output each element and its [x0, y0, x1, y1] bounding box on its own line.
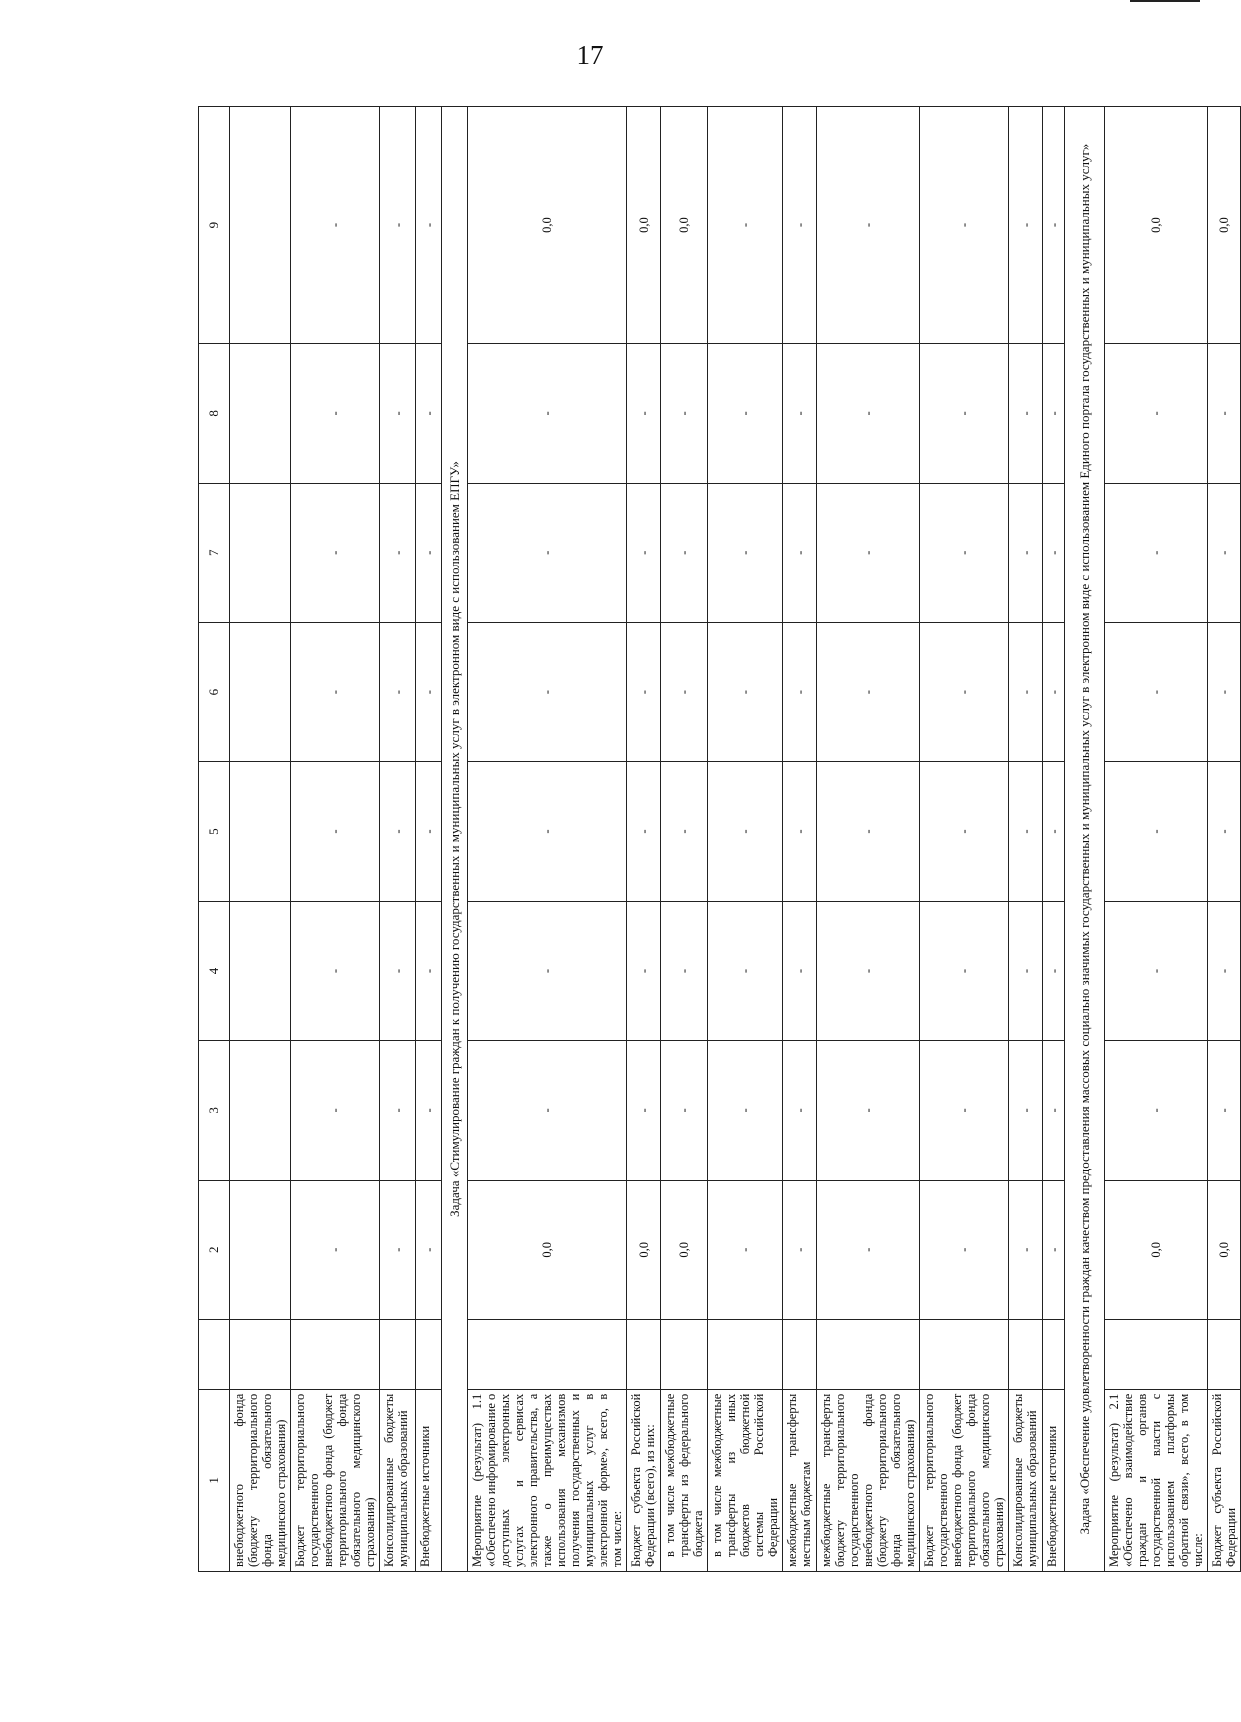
- value-cell: 0,0: [468, 107, 627, 344]
- value-cell: -: [661, 483, 708, 622]
- value-cell: -: [920, 483, 1009, 622]
- value-cell: -: [1043, 107, 1065, 344]
- column-number-7: 7: [199, 483, 230, 622]
- value-cell: -: [920, 1180, 1009, 1319]
- value-cell: -: [291, 483, 380, 622]
- value-cell: -: [1105, 901, 1208, 1040]
- value-cell: 0,0: [1105, 107, 1208, 344]
- spacer-cell: [920, 1319, 1009, 1389]
- value-cell: -: [783, 344, 817, 483]
- column-number-5: 5: [199, 762, 230, 901]
- top-right-rule: [1130, 0, 1200, 2]
- value-cell: -: [920, 901, 1009, 1040]
- value-cell: -: [1105, 622, 1208, 761]
- spacer-cell: [468, 1319, 627, 1389]
- value-cell: -: [1043, 622, 1065, 761]
- value-cell: -: [817, 107, 920, 344]
- value-cell: -: [783, 762, 817, 901]
- value-cell: -: [708, 901, 783, 1040]
- value-cell: -: [1105, 762, 1208, 901]
- row-label: Мероприятие (результат) 2.1 «Обеспечено взаимодействие граждан и органов государственной власти с использованием платформы обратной связи», всего, в том числе:: [1105, 1389, 1208, 1571]
- value-cell: -: [1208, 1041, 1241, 1180]
- value-cell: -: [1009, 483, 1043, 622]
- table-row: [1043, 107, 1065, 1572]
- spacer-cell: [1009, 1319, 1043, 1389]
- value-cell: -: [380, 1180, 416, 1319]
- value-cell: -: [1105, 344, 1208, 483]
- value-cell: -: [1009, 107, 1043, 344]
- value-cell: -: [1009, 762, 1043, 901]
- column-spacer: [199, 1319, 230, 1389]
- value-cell: -: [1043, 1041, 1065, 1180]
- value-cell: -: [920, 622, 1009, 761]
- column-number-4: 4: [199, 901, 230, 1040]
- spacer-cell: [291, 1319, 380, 1389]
- value-cell: -: [920, 344, 1009, 483]
- column-number-6: 6: [199, 622, 230, 761]
- column-number-3: 3: [199, 1041, 230, 1180]
- task-title: Задача «Стимулирование граждан к получению государственных и муниципальных услуг в электронном виде с использованием ЕПГУ»: [442, 107, 468, 1572]
- value-cell: [230, 762, 291, 901]
- value-cell: -: [291, 762, 380, 901]
- value-cell: -: [817, 1041, 920, 1180]
- page-number: 17: [576, 40, 604, 70]
- value-cell: -: [380, 762, 416, 901]
- spacer-cell: [627, 1319, 661, 1389]
- value-cell: -: [468, 762, 627, 901]
- row-label: межбюджетные трансферты местным бюджетам: [783, 1389, 817, 1571]
- value-cell: -: [291, 1041, 380, 1180]
- value-cell: -: [1043, 344, 1065, 483]
- column-number-row: [199, 107, 230, 1572]
- value-cell: -: [661, 622, 708, 761]
- value-cell: -: [380, 107, 416, 344]
- table-row: [817, 107, 920, 1572]
- value-cell: [230, 1041, 291, 1180]
- row-label: в том числе межбюджетные трансферты из иных бюджетов бюджетной системы Российской Федерации: [708, 1389, 783, 1571]
- value-cell: -: [1009, 1180, 1043, 1319]
- value-cell: -: [708, 1041, 783, 1180]
- value-cell: -: [380, 901, 416, 1040]
- value-cell: 0,0: [468, 1180, 627, 1319]
- table-row: [783, 107, 817, 1572]
- task-title: Задача «Обеспечение удовлетворенности граждан качеством предоставления массовых социально значимых государственных и муниципальных услуг в электронном виде с использованием Единого портала государственных и муниципальных услуг»: [1065, 107, 1105, 1572]
- value-cell: -: [468, 901, 627, 1040]
- value-cell: -: [1208, 762, 1241, 901]
- value-cell: -: [708, 622, 783, 761]
- column-number-8: 8: [199, 344, 230, 483]
- value-cell: -: [783, 901, 817, 1040]
- value-cell: -: [817, 622, 920, 761]
- value-cell: -: [817, 483, 920, 622]
- value-cell: -: [1208, 901, 1241, 1040]
- value-cell: -: [661, 901, 708, 1040]
- value-cell: -: [627, 762, 661, 901]
- value-cell: [230, 483, 291, 622]
- spacer-cell: [1105, 1319, 1208, 1389]
- value-cell: -: [468, 1041, 627, 1180]
- spacer-cell: [1043, 1319, 1065, 1389]
- value-cell: -: [291, 622, 380, 761]
- task-row: [1065, 107, 1105, 1572]
- value-cell: -: [1009, 901, 1043, 1040]
- value-cell: -: [627, 901, 661, 1040]
- table-row: [468, 107, 627, 1572]
- table-row: [1009, 107, 1043, 1572]
- value-cell: -: [783, 483, 817, 622]
- value-cell: -: [380, 622, 416, 761]
- value-cell: -: [416, 1180, 442, 1319]
- value-cell: -: [1208, 483, 1241, 622]
- table-row: [1208, 107, 1241, 1572]
- value-cell: -: [416, 762, 442, 901]
- value-cell: -: [1009, 344, 1043, 483]
- value-cell: 0,0: [627, 107, 661, 344]
- value-cell: -: [1208, 344, 1241, 483]
- value-cell: -: [291, 1180, 380, 1319]
- table-row: [661, 107, 708, 1572]
- value-cell: [230, 901, 291, 1040]
- spacer-cell: [1208, 1319, 1241, 1389]
- table-row: [291, 107, 380, 1572]
- value-cell: -: [627, 483, 661, 622]
- value-cell: -: [1043, 762, 1065, 901]
- value-cell: -: [1208, 622, 1241, 761]
- table-row: [1105, 107, 1208, 1572]
- value-cell: 0,0: [661, 107, 708, 344]
- row-label: Бюджет территориального государственного внебюджетного фонда (бюджет территориального фонда обязательного медицинского страхования): [920, 1389, 1009, 1571]
- table-row: [920, 107, 1009, 1572]
- value-cell: [230, 622, 291, 761]
- value-cell: -: [468, 622, 627, 761]
- table-row: [380, 107, 416, 1572]
- value-cell: -: [708, 344, 783, 483]
- value-cell: -: [416, 344, 442, 483]
- row-label: межбюджетные трансферты бюджету территориального государственного внебюджетного фонда (бюджету территориального фонда обязательного медицинского страхования): [817, 1389, 920, 1571]
- table-body: [230, 107, 1241, 1572]
- spacer-cell: [708, 1319, 783, 1389]
- spacer-cell: [817, 1319, 920, 1389]
- value-cell: -: [627, 344, 661, 483]
- value-cell: -: [783, 1041, 817, 1180]
- table-row: [230, 107, 291, 1572]
- value-cell: -: [920, 1041, 1009, 1180]
- value-cell: -: [1105, 483, 1208, 622]
- value-cell: 0,0: [661, 1180, 708, 1319]
- spacer-cell: [783, 1319, 817, 1389]
- value-cell: -: [291, 344, 380, 483]
- row-label: Внебюджетные источники: [416, 1389, 442, 1571]
- value-cell: -: [708, 762, 783, 901]
- value-cell: [230, 344, 291, 483]
- value-cell: -: [1009, 1041, 1043, 1180]
- value-cell: -: [416, 483, 442, 622]
- row-label: Консолидированные бюджеты муниципальных образований: [1009, 1389, 1043, 1571]
- row-label: Бюджет территориального государственного внебюджетного фонда (бюджет территориального фонда обязательного медицинского страхования): [291, 1389, 380, 1571]
- value-cell: -: [920, 107, 1009, 344]
- task-row: [442, 107, 468, 1572]
- row-label: Консолидированные бюджеты муниципальных образований: [380, 1389, 416, 1571]
- value-cell: -: [1043, 1180, 1065, 1319]
- value-cell: -: [661, 1041, 708, 1180]
- row-label: Бюджет субъекта Российской Федерации: [1208, 1389, 1241, 1571]
- table-row: [708, 107, 783, 1572]
- value-cell: -: [708, 483, 783, 622]
- value-cell: -: [291, 107, 380, 344]
- value-cell: -: [291, 901, 380, 1040]
- value-cell: -: [416, 622, 442, 761]
- value-cell: -: [661, 762, 708, 901]
- value-cell: [230, 107, 291, 344]
- value-cell: -: [627, 1041, 661, 1180]
- column-number-2: 2: [199, 1180, 230, 1319]
- value-cell: -: [783, 107, 817, 344]
- value-cell: -: [817, 762, 920, 901]
- value-cell: -: [468, 344, 627, 483]
- value-cell: -: [783, 622, 817, 761]
- value-cell: -: [380, 344, 416, 483]
- value-cell: 0,0: [627, 1180, 661, 1319]
- value-cell: -: [920, 762, 1009, 901]
- value-cell: -: [817, 1180, 920, 1319]
- value-cell: -: [416, 1041, 442, 1180]
- value-cell: -: [380, 1041, 416, 1180]
- value-cell: -: [817, 901, 920, 1040]
- table-container: [198, 106, 1238, 1572]
- row-label: в том числе межбюджетные трансферты из федерального бюджета: [661, 1389, 708, 1571]
- row-label: Бюджет субъекта Российской Федерации (всего), из них:: [627, 1389, 661, 1571]
- value-cell: -: [783, 1180, 817, 1319]
- column-number-1: 1: [199, 1389, 230, 1571]
- value-cell: -: [1009, 622, 1043, 761]
- value-cell: -: [1043, 483, 1065, 622]
- table-row: [416, 107, 442, 1572]
- value-cell: -: [708, 107, 783, 344]
- value-cell: -: [416, 107, 442, 344]
- value-cell: -: [661, 344, 708, 483]
- row-label: Внебюджетные источники: [1043, 1389, 1065, 1571]
- row-label: внебюджетного фонда (бюджету территориального фонда обязательного медицинского страхования): [230, 1389, 291, 1571]
- value-cell: -: [416, 901, 442, 1040]
- column-number-9: 9: [199, 107, 230, 344]
- row-label: Мероприятие (результат) 1.1 «Обеспечено информирование о доступных электронных услугах и сервисах электронного правительства, а также о преимуществах использования механизмов получения государственных и муниципальных услуг в электронной форме», всего, в том числе:: [468, 1389, 627, 1571]
- value-cell: -: [627, 622, 661, 761]
- value-cell: [230, 1180, 291, 1319]
- value-cell: 0,0: [1208, 1180, 1241, 1319]
- budget-table: [198, 106, 1241, 1572]
- value-cell: 0,0: [1105, 1180, 1208, 1319]
- spacer-cell: [380, 1319, 416, 1389]
- rotated-table-frame: [198, 106, 1238, 1572]
- value-cell: -: [380, 483, 416, 622]
- value-cell: -: [1105, 1041, 1208, 1180]
- value-cell: -: [468, 483, 627, 622]
- spacer-cell: [661, 1319, 708, 1389]
- spacer-cell: [230, 1319, 291, 1389]
- value-cell: -: [817, 344, 920, 483]
- value-cell: -: [1043, 901, 1065, 1040]
- table-row: [627, 107, 661, 1572]
- value-cell: -: [708, 1180, 783, 1319]
- spacer-cell: [416, 1319, 442, 1389]
- value-cell: 0,0: [1208, 107, 1241, 344]
